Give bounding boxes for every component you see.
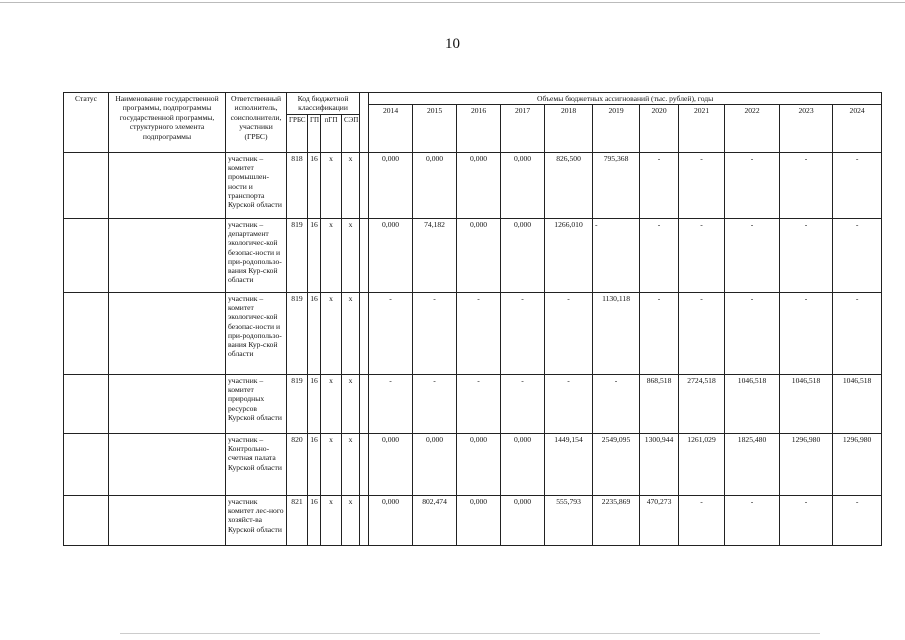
participant-cell: участник – комитет экологичес-кой безопас-ности и при-родопользо-вания Кур-ской области [226, 292, 287, 374]
code-sep: х [342, 495, 360, 545]
code-sep: х [342, 152, 360, 218]
code-gp: 16 [308, 374, 321, 433]
spacer-cell [360, 218, 369, 292]
code-grbs: 819 [287, 374, 308, 433]
value-2020: 470,273 [640, 495, 679, 545]
value-2020: - [640, 152, 679, 218]
code-gp: 16 [308, 152, 321, 218]
value-2016: 0,000 [457, 218, 501, 292]
code-sep: х [342, 218, 360, 292]
value-2018: 826,500 [545, 152, 593, 218]
value-2015: 74,182 [413, 218, 457, 292]
table-row [64, 374, 882, 433]
name-cell [109, 495, 226, 545]
status-cell [64, 218, 109, 292]
value-2014: 0,000 [369, 218, 413, 292]
code-pgp: х [321, 495, 342, 545]
value-2022: 1825,480 [725, 433, 780, 495]
value-2021: - [679, 495, 725, 545]
code-col-gp: ГП [308, 114, 321, 152]
code-gp: 16 [308, 433, 321, 495]
value-2022: - [725, 495, 780, 545]
status-cell [64, 495, 109, 545]
spacer-cell [360, 152, 369, 218]
value-2017: 0,000 [501, 218, 545, 292]
value-2014: - [369, 292, 413, 374]
value-2023: - [780, 495, 833, 545]
code-pgp: х [321, 374, 342, 433]
code-gp: 16 [308, 218, 321, 292]
value-2024: - [833, 495, 882, 545]
value-2022: - [725, 292, 780, 374]
name-cell [109, 218, 226, 292]
status-cell [64, 374, 109, 433]
code-col-grbs: ГРБС [287, 114, 308, 152]
spacer-cell [360, 374, 369, 433]
code-sep: х [342, 292, 360, 374]
value-2018: - [545, 374, 593, 433]
value-2022: - [725, 152, 780, 218]
table-row [64, 433, 882, 495]
value-2022: - [725, 218, 780, 292]
table-row [64, 495, 882, 545]
value-2021: - [679, 152, 725, 218]
value-2023: 1046,518 [780, 374, 833, 433]
header-status: Статус [64, 93, 109, 153]
code-gp: 16 [308, 292, 321, 374]
spacer-cell [360, 495, 369, 545]
spacer-cell [360, 292, 369, 374]
status-cell [64, 433, 109, 495]
header-spacer [360, 93, 369, 153]
code-col-pgp: пГП [321, 114, 342, 152]
table-row [64, 218, 882, 292]
bottom-scan-mark [120, 633, 820, 634]
value-2021: - [679, 218, 725, 292]
header-allocations: Объемы бюджетных ассигнований (тыс. рублей), годы [369, 93, 882, 105]
value-2016: - [457, 292, 501, 374]
value-2018: 555,793 [545, 495, 593, 545]
value-2016: - [457, 374, 501, 433]
value-2020: - [640, 218, 679, 292]
value-2016: 0,000 [457, 495, 501, 545]
status-cell [64, 292, 109, 374]
value-2014: - [369, 374, 413, 433]
value-2023: - [780, 152, 833, 218]
code-pgp: х [321, 433, 342, 495]
value-2024: 1296,980 [833, 433, 882, 495]
code-grbs: 820 [287, 433, 308, 495]
code-pgp: х [321, 292, 342, 374]
participant-cell: участник – Контрольно-счетная палата Курской области [226, 433, 287, 495]
value-2024: - [833, 292, 882, 374]
year-2014: 2014 [369, 105, 413, 152]
top-rule [0, 2, 905, 3]
status-cell [64, 152, 109, 218]
code-grbs: 821 [287, 495, 308, 545]
name-cell [109, 292, 226, 374]
participant-cell: участник – комитет природных ресурсов Курской области [226, 374, 287, 433]
value-2020: - [640, 292, 679, 374]
value-2024: 1046,518 [833, 374, 882, 433]
table-row [64, 292, 882, 374]
value-2018: 1266,010 [545, 218, 593, 292]
code-grbs: 818 [287, 152, 308, 218]
name-cell [109, 374, 226, 433]
value-2014: 0,000 [369, 495, 413, 545]
value-2017: 0,000 [501, 433, 545, 495]
year-2016: 2016 [457, 105, 501, 152]
value-2019: 1130,118 [593, 292, 640, 374]
budget-table [63, 92, 882, 546]
year-2020: 2020 [640, 105, 679, 152]
code-pgp: х [321, 152, 342, 218]
page-number: 10 [445, 36, 460, 52]
value-2023: 1296,980 [780, 433, 833, 495]
year-2023: 2023 [780, 105, 833, 152]
code-grbs: 819 [287, 292, 308, 374]
value-2016: 0,000 [457, 152, 501, 218]
code-pgp: х [321, 218, 342, 292]
year-2022: 2022 [725, 105, 780, 152]
header-name: Наименование государственной программы, подпрограммы государственной программы, структурного элемента подпрограммы [109, 93, 226, 153]
participant-cell: участник комитет лес-ного хозяйст-ва Курской области [226, 495, 287, 545]
value-2014: 0,000 [369, 152, 413, 218]
code-col-sep: СЭП [342, 114, 360, 152]
code-grbs: 819 [287, 218, 308, 292]
value-2023: - [780, 292, 833, 374]
value-2019: - [593, 218, 640, 292]
header-executor: Ответственный исполнитель, соисполнители, участники (ГРБС) [226, 93, 287, 153]
value-2021: 1261,029 [679, 433, 725, 495]
value-2017: 0,000 [501, 495, 545, 545]
value-2023: - [780, 218, 833, 292]
value-2017: - [501, 374, 545, 433]
value-2017: - [501, 292, 545, 374]
header-row-top [64, 93, 882, 105]
value-2024: - [833, 152, 882, 218]
code-sep: х [342, 433, 360, 495]
value-2020: 1300,944 [640, 433, 679, 495]
value-2015: 802,474 [413, 495, 457, 545]
participant-cell: участник – комитет промышлен-ности и транспорта Курской области [226, 152, 287, 218]
value-2021: 2724,518 [679, 374, 725, 433]
table-row [64, 152, 882, 218]
name-cell [109, 433, 226, 495]
code-sep: х [342, 374, 360, 433]
participant-cell: участник – департамент экологичес-кой безопас-ности и при-родопользо-вания Кур-ской области [226, 218, 287, 292]
value-2019: 795,368 [593, 152, 640, 218]
value-2015: 0,000 [413, 433, 457, 495]
value-2015: 0,000 [413, 152, 457, 218]
code-gp: 16 [308, 495, 321, 545]
value-2019: 2549,095 [593, 433, 640, 495]
value-2022: 1046,518 [725, 374, 780, 433]
year-2017: 2017 [501, 105, 545, 152]
value-2020: 868,518 [640, 374, 679, 433]
value-2018: 1449,154 [545, 433, 593, 495]
year-2021: 2021 [679, 105, 725, 152]
value-2014: 0,000 [369, 433, 413, 495]
name-cell [109, 152, 226, 218]
value-2021: - [679, 292, 725, 374]
value-2018: - [545, 292, 593, 374]
value-2017: 0,000 [501, 152, 545, 218]
value-2024: - [833, 218, 882, 292]
value-2019: - [593, 374, 640, 433]
value-2016: 0,000 [457, 433, 501, 495]
year-2018: 2018 [545, 105, 593, 152]
spacer-cell [360, 433, 369, 495]
year-2024: 2024 [833, 105, 882, 152]
header-budget-code: Код бюджетной классификации [287, 93, 360, 115]
year-2015: 2015 [413, 105, 457, 152]
year-2019: 2019 [593, 105, 640, 152]
value-2015: - [413, 292, 457, 374]
value-2019: 2235,869 [593, 495, 640, 545]
value-2015: - [413, 374, 457, 433]
